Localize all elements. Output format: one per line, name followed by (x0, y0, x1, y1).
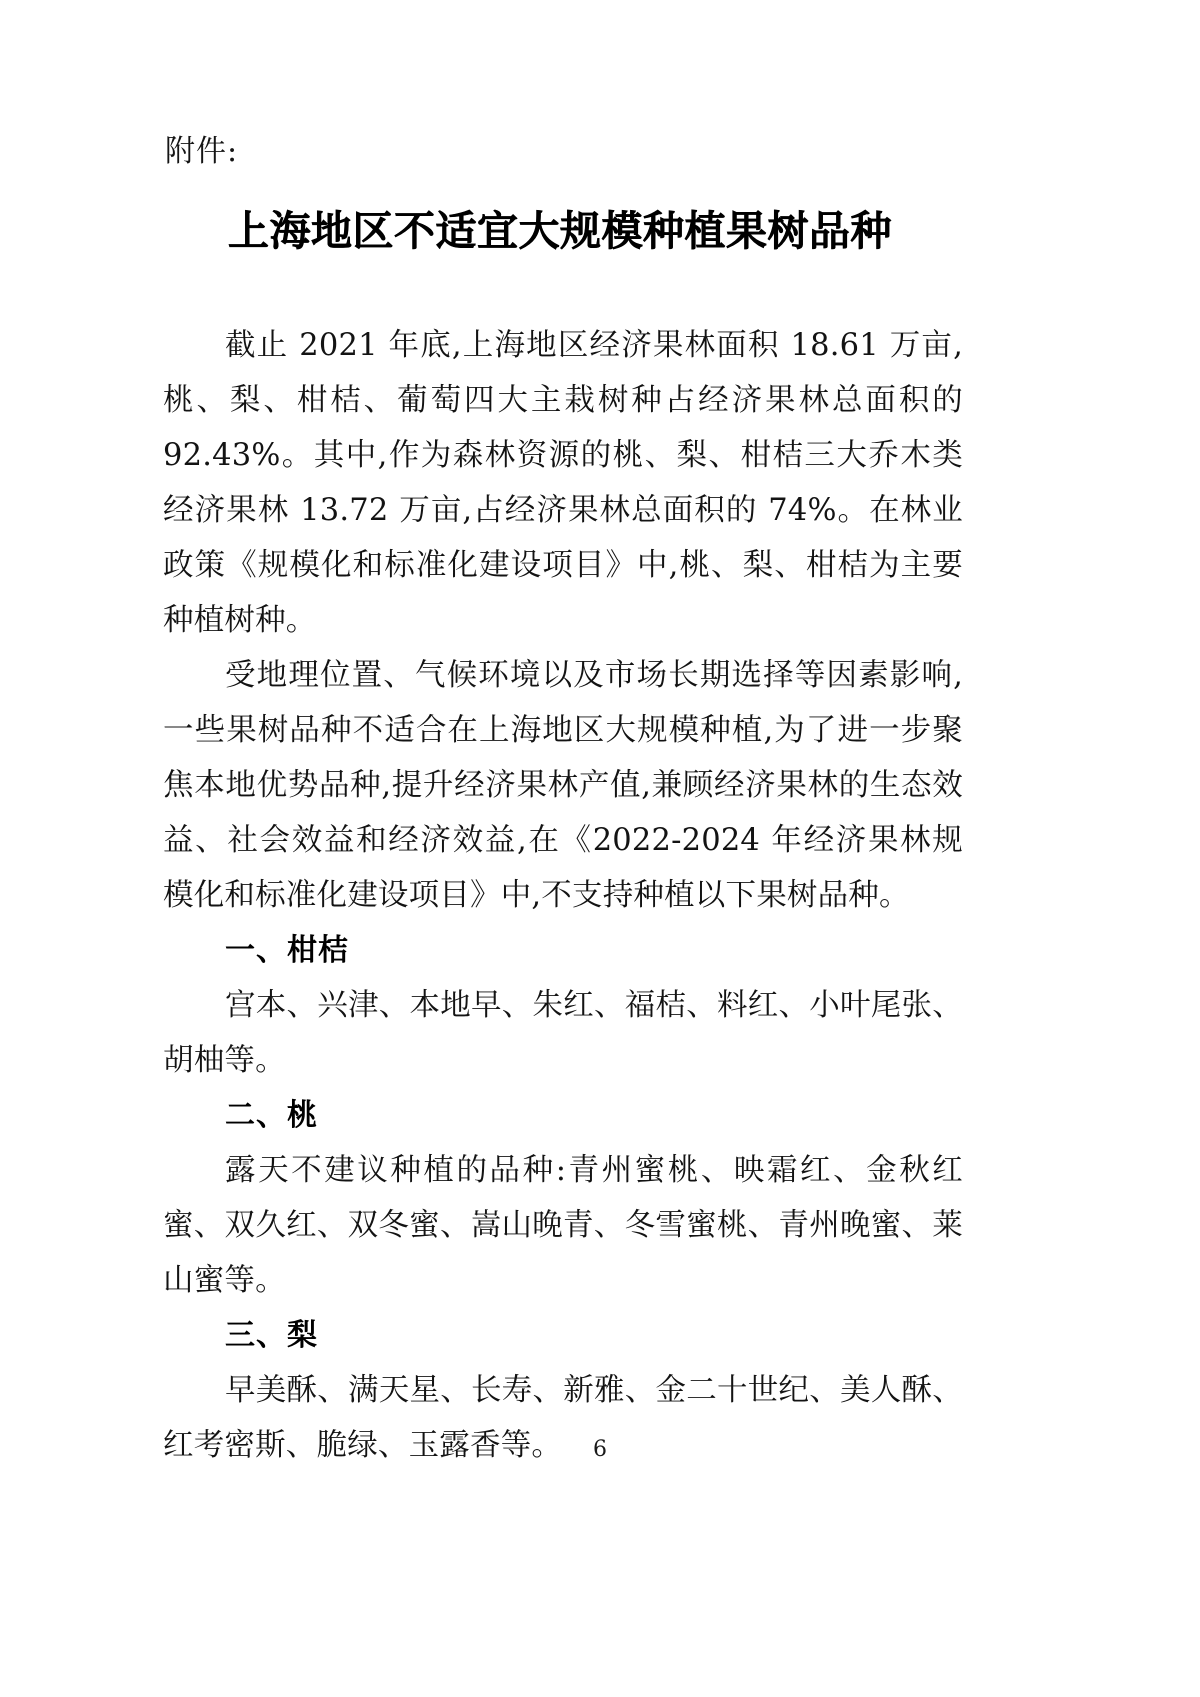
attachment-label: 附件: (165, 134, 239, 169)
paragraph-policy-rationale: 受地理位置、气候环境以及市场长期选择等因素影响,一些果树品种不适合在上海地区大规模种植,为了进一步聚焦本地优势品种,提升经济果林产值,兼顾经济果林的生态效益、社会效益和经济效益,在《2022-2024 年经济果林规模化和标准化建设项目》中,不支持种植以下果树品种。 (163, 658, 963, 913)
paragraph-overview-statistics: 截止 2021 年底,上海地区经济果林面积 18.61 万亩,桃、梨、柑桔、葡萄四大主栽树种占经济果林总面积的 92.43%。其中,作为森林资源的桃、梨、柑桔三大乔木类经济果林 13.72 万亩,占经济果林总面积的 74%。在林业政策《规模化和标准化建设项目》中,桃、梨、柑桔为主要种植树种。 (163, 328, 963, 638)
document-body (163, 130, 963, 1473)
page-number: 6 (593, 1437, 607, 1462)
section-heading-pear: 三、梨 (225, 1318, 318, 1353)
section-body-citrus: 宫本、兴津、本地早、朱红、福桔、料红、小叶尾张、胡柚等。 (163, 988, 963, 1078)
section-heading-citrus: 一、柑桔 (225, 933, 349, 968)
page-title: 上海地区不适宜大规模种植果树品种 (228, 207, 892, 255)
section-heading-peach: 二、桃 (225, 1098, 318, 1133)
section-body-peach: 露天不建议种植的品种:青州蜜桃、映霜红、金秋红蜜、双久红、双冬蜜、嵩山晚青、冬雪蜜桃、青州晚蜜、莱山蜜等。 (163, 1153, 963, 1298)
section-body-pear: 早美酥、满天星、长寿、新雅、金二十世纪、美人酥、红考密斯、脆绿、玉露香等。 (163, 1373, 963, 1463)
